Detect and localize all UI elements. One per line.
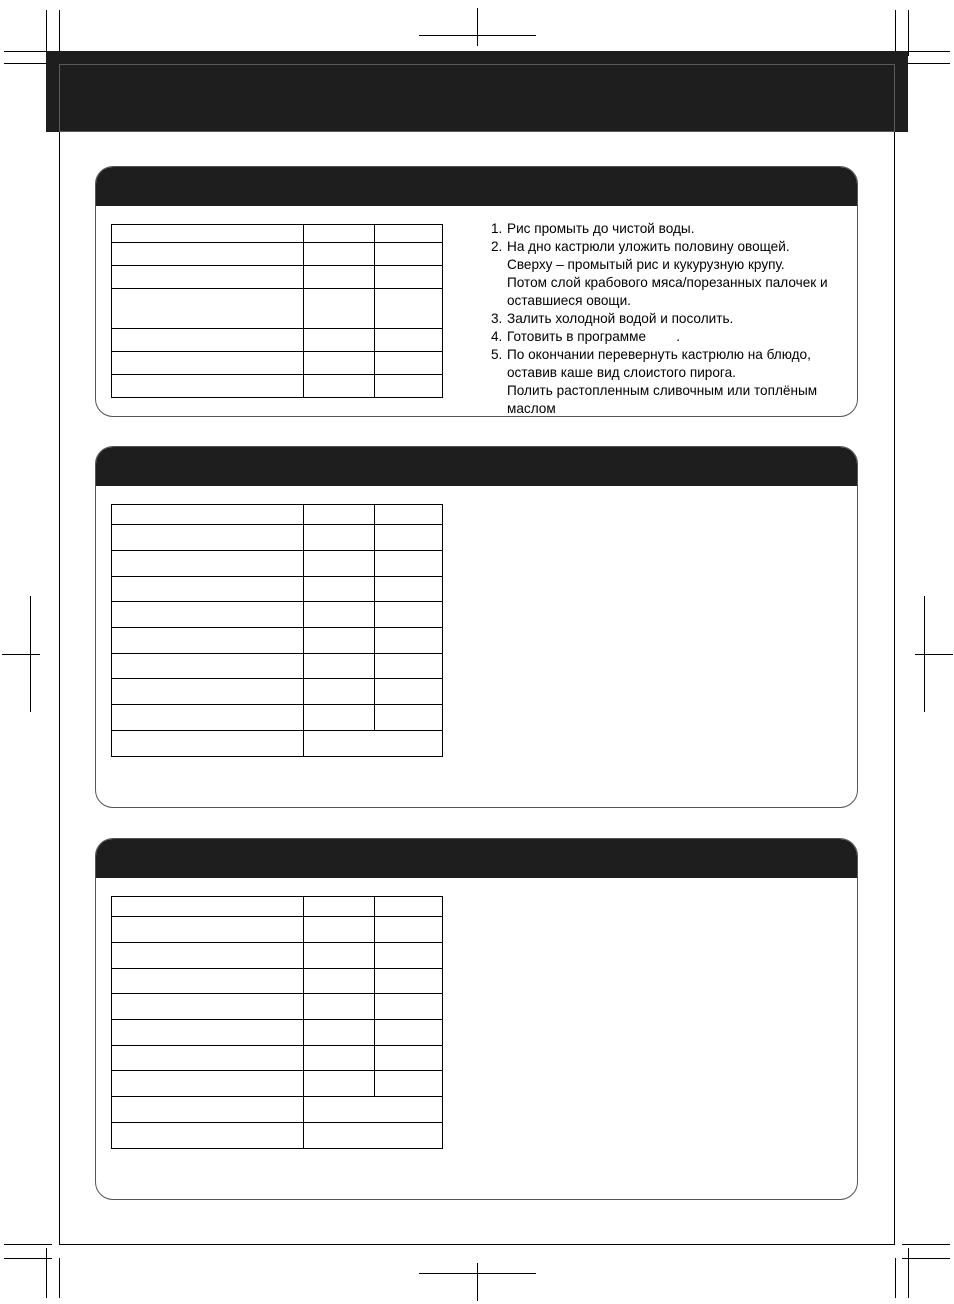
crop-mark (908, 1248, 909, 1298)
recipe-step: 2. На дно кастрюли уложить половину овощей. Сверху – промытый рис и кукурузную крупу. Потом слой крабового мяса/порезанных палочек и оставшиеся овощи. (491, 239, 828, 308)
table-row (112, 577, 443, 602)
registration-mark (419, 35, 536, 36)
crop-mark (902, 51, 950, 52)
crop-mark (46, 1248, 47, 1298)
table-row (112, 375, 443, 398)
crop-mark (902, 1244, 950, 1245)
table-row (112, 329, 443, 352)
table-row (112, 731, 443, 757)
registration-mark (2, 654, 40, 655)
table-row (112, 352, 443, 375)
crop-mark (59, 1258, 60, 1298)
recipe-card-header (96, 447, 857, 486)
table-row (112, 705, 443, 731)
table-row (112, 679, 443, 705)
crop-mark (4, 63, 52, 64)
registration-mark (477, 8, 478, 46)
recipe-steps (491, 220, 846, 417)
table-row (112, 602, 443, 628)
crop-mark (895, 10, 896, 56)
table-row (112, 943, 443, 969)
registration-mark (915, 654, 953, 655)
recipe-step: 4. Готовить в программе . (491, 329, 681, 344)
table-row (112, 917, 443, 943)
crop-mark (895, 1258, 896, 1298)
recipe-card (95, 838, 858, 1200)
ingredients-table (111, 896, 443, 1149)
registration-mark (477, 1263, 478, 1301)
table-row (112, 1071, 443, 1097)
table-row (112, 243, 443, 266)
recipe-card-header (96, 167, 857, 206)
table-row (112, 551, 443, 577)
registration-mark (419, 1273, 536, 1274)
recipe-step: 1. Рис промыть до чистой воды. (491, 221, 695, 236)
table-row (112, 628, 443, 654)
crop-mark (4, 1258, 52, 1259)
table-row (112, 654, 443, 679)
table-row (112, 225, 443, 243)
table-row (112, 969, 443, 994)
crop-mark (902, 1258, 950, 1259)
table-row (112, 1097, 443, 1123)
crop-mark (59, 10, 60, 56)
crop-mark (4, 51, 52, 52)
table-row (112, 994, 443, 1020)
table-row (112, 1123, 443, 1149)
crop-mark (4, 1244, 52, 1245)
page-header-frame (59, 64, 895, 132)
table-row (112, 505, 443, 525)
recipe-card-header (96, 839, 857, 878)
table-row (112, 289, 443, 329)
table-row (112, 897, 443, 917)
crop-mark (902, 63, 950, 64)
ingredients-table (111, 224, 443, 398)
crop-mark (46, 10, 47, 56)
table-row (112, 266, 443, 289)
recipe-card (95, 166, 858, 417)
ingredients-table (111, 504, 443, 757)
recipe-card (95, 446, 858, 808)
recipe-step: 5. По окончании перевернуть кастрюлю на блюдо, оставив каше вид слоистого пирога. Полить растопленным сливочным или топлёным маслом (491, 347, 818, 416)
table-row (112, 1046, 443, 1071)
table-row (112, 525, 443, 551)
crop-mark (908, 10, 909, 56)
table-row (112, 1020, 443, 1046)
recipe-step: 3. Залить холодной водой и посолить. (491, 311, 734, 326)
